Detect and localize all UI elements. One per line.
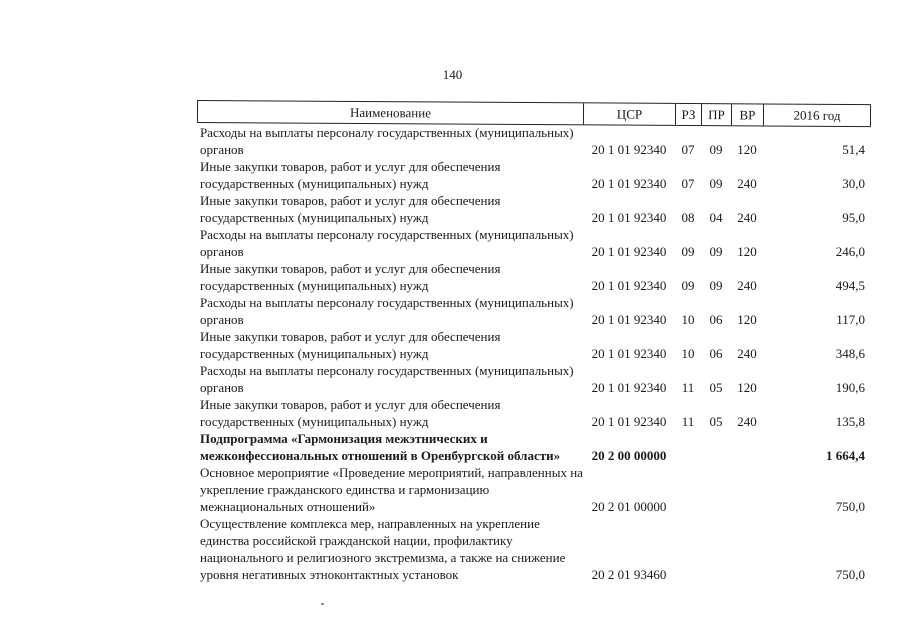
row-amount: 51,4 xyxy=(842,142,865,157)
row-name-line: уровня негативных этноконтактных установок xyxy=(200,567,459,582)
row-vr: 120 xyxy=(737,244,757,259)
row-csr: 20 1 01 92340 xyxy=(591,346,667,361)
row-csr: 20 2 01 93460 xyxy=(591,567,667,582)
row-name-line: Иные закупки товаров, работ и услуг для обеспечения xyxy=(200,329,501,344)
row-amount: 95,0 xyxy=(842,210,865,225)
row-csr: 20 1 01 92340 xyxy=(591,380,667,395)
row-rz: 09 xyxy=(681,278,695,293)
table-row xyxy=(197,515,871,583)
row-name-line: межнациональных отношений» xyxy=(200,499,376,514)
row-rz: 11 xyxy=(681,380,695,395)
row-pr: 05 xyxy=(709,380,723,395)
header-rz: РЗ xyxy=(675,104,701,125)
row-name xyxy=(197,260,583,294)
table-row xyxy=(197,158,871,192)
row-name-line: Иные закупки товаров, работ и услуг для обеспечения xyxy=(200,397,501,412)
row-name xyxy=(197,515,583,583)
row-name xyxy=(197,124,583,158)
row-name xyxy=(197,362,583,396)
table-row xyxy=(197,328,871,362)
row-name-line: единства российской гражданской нации, профилактику xyxy=(200,533,513,548)
header-pr: ПР xyxy=(701,104,731,125)
row-csr: 20 1 01 92340 xyxy=(591,312,667,327)
row-name xyxy=(197,328,583,362)
row-amount: 750,0 xyxy=(835,567,865,582)
row-rz: 10 xyxy=(681,346,695,361)
row-name-line: Осуществление комплекса мер, направленных на укрепление xyxy=(200,516,540,531)
row-rz: 08 xyxy=(681,210,695,225)
row-name-line: государственных (муниципальных) нужд xyxy=(200,176,429,191)
table-row xyxy=(197,362,871,396)
row-csr: 20 2 01 00000 xyxy=(591,499,667,514)
row-rz: 07 xyxy=(681,142,695,157)
row-name-line: Расходы на выплаты персоналу государственных (муниципальных) xyxy=(200,363,574,378)
table-body xyxy=(197,123,871,583)
row-name xyxy=(197,294,583,328)
row-rz: 09 xyxy=(681,244,695,259)
row-vr: 120 xyxy=(737,380,757,395)
header-year: 2016 год xyxy=(763,104,871,126)
row-name xyxy=(197,396,583,430)
row-pr: 04 xyxy=(709,210,723,225)
row-csr: 20 1 01 92340 xyxy=(591,244,667,259)
row-pr: 09 xyxy=(709,244,723,259)
row-amount: 135,8 xyxy=(835,414,865,429)
row-csr: 20 1 01 92340 xyxy=(591,142,667,157)
table-row xyxy=(197,396,871,430)
row-pr: 09 xyxy=(709,142,723,157)
row-name-line: органов xyxy=(200,312,244,327)
row-vr: 240 xyxy=(737,210,757,225)
table-row xyxy=(197,226,871,260)
row-name-line: укрепление гражданского единства и гармонизацию xyxy=(200,482,490,497)
row-rz: 10 xyxy=(681,312,695,327)
row-name-line: Расходы на выплаты персоналу государственных (муниципальных) xyxy=(200,125,574,140)
row-amount: 30,0 xyxy=(842,176,865,191)
row-vr: 240 xyxy=(737,278,757,293)
row-pr: 06 xyxy=(709,312,723,327)
row-csr: 20 1 01 92340 xyxy=(591,176,667,191)
row-amount: 494,5 xyxy=(835,278,865,293)
row-vr: 240 xyxy=(737,346,757,361)
row-amount: 117,0 xyxy=(836,312,865,327)
row-name-line: государственных (муниципальных) нужд xyxy=(200,278,429,293)
table-row xyxy=(197,430,871,464)
row-name-line: Расходы на выплаты персоналу государственных (муниципальных) xyxy=(200,227,574,242)
table-row xyxy=(197,192,871,226)
row-name xyxy=(197,158,583,192)
row-amount: 348,6 xyxy=(835,346,865,361)
row-vr: 240 xyxy=(737,414,757,429)
page-number: 140 xyxy=(442,67,463,82)
row-csr: 20 2 00 00000 xyxy=(591,448,667,463)
row-name-line: государственных (муниципальных) нужд xyxy=(200,210,429,225)
table-row xyxy=(197,124,871,158)
row-vr: 120 xyxy=(737,142,757,157)
row-amount: 1 664,4 xyxy=(826,448,865,463)
row-rz: 11 xyxy=(681,414,695,429)
row-name-line: органов xyxy=(200,142,244,157)
budget-table xyxy=(197,100,871,583)
row-name xyxy=(197,464,583,515)
row-name-line: Иные закупки товаров, работ и услуг для обеспечения xyxy=(200,193,501,208)
row-name-line: государственных (муниципальных) нужд xyxy=(200,346,429,361)
row-name-line: органов xyxy=(200,244,244,259)
row-pr: 05 xyxy=(709,414,723,429)
header-vr: ВР xyxy=(731,104,763,125)
row-csr: 20 1 01 92340 xyxy=(591,414,667,429)
row-amount: 190,6 xyxy=(835,380,865,395)
table-row xyxy=(197,294,871,328)
scan-speck xyxy=(321,603,324,605)
row-csr: 20 1 01 92340 xyxy=(591,210,667,225)
header-name: Наименование xyxy=(197,101,583,124)
row-name-line: Иные закупки товаров, работ и услуг для обеспечения xyxy=(200,261,501,276)
row-vr: 240 xyxy=(737,176,757,191)
row-pr: 09 xyxy=(709,278,723,293)
row-pr: 09 xyxy=(709,176,723,191)
row-name-line: Иные закупки товаров, работ и услуг для обеспечения xyxy=(200,159,501,174)
row-name-line: Подпрограмма «Гармонизация межэтнических и xyxy=(200,431,488,446)
row-amount: 246,0 xyxy=(835,244,865,259)
row-name-line: Основное мероприятие «Проведение мероприятий, направленных на xyxy=(200,465,583,480)
table-header-row xyxy=(197,100,871,127)
table-row xyxy=(197,260,871,294)
row-amount: 750,0 xyxy=(835,499,865,514)
row-name-line: органов xyxy=(200,380,244,395)
row-name xyxy=(197,430,583,464)
row-name-line: национального и религиозного экстремизма, а также на снижение xyxy=(200,550,566,565)
table-row xyxy=(197,464,871,515)
row-pr: 06 xyxy=(709,346,723,361)
row-name xyxy=(197,226,583,260)
row-name-line: государственных (муниципальных) нужд xyxy=(200,414,429,429)
row-name-line: межконфессиональных отношений в Оренбургской области» xyxy=(200,448,561,463)
row-name xyxy=(197,192,583,226)
row-rz: 07 xyxy=(681,176,695,191)
row-vr: 120 xyxy=(737,312,757,327)
row-csr: 20 1 01 92340 xyxy=(591,278,667,293)
header-csr: ЦСР xyxy=(583,103,675,125)
row-name-line: Расходы на выплаты персоналу государственных (муниципальных) xyxy=(200,295,574,310)
